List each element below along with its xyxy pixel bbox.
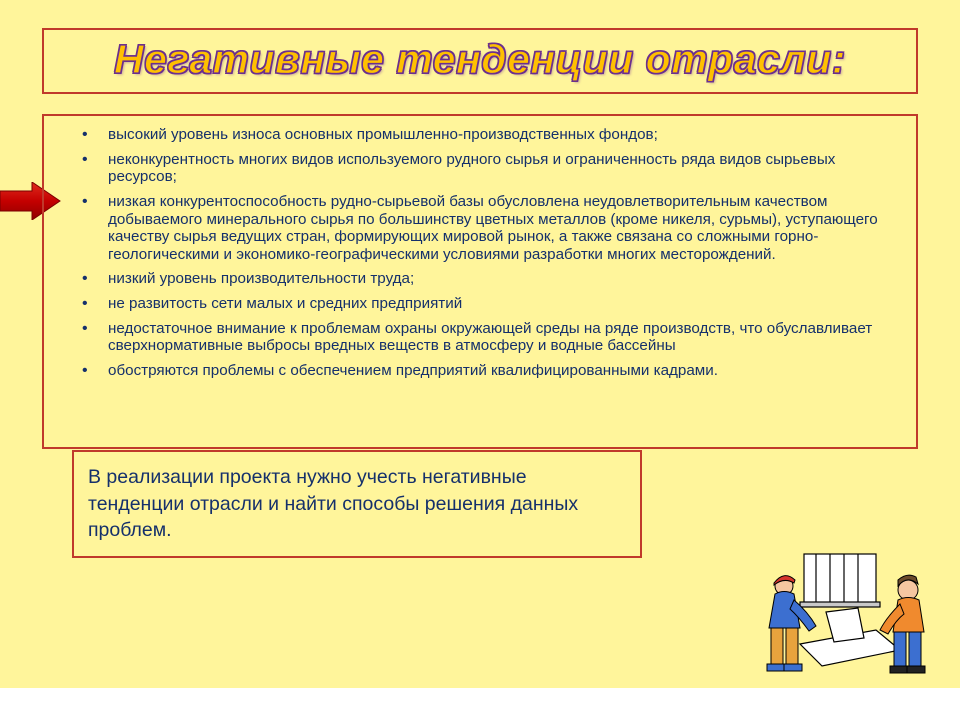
list-item <box>68 126 898 144</box>
bullet-marker: • <box>82 192 88 210</box>
bullet-marker: • <box>82 361 88 379</box>
list-item-text: не развитость сети малых и средних предприятий <box>108 295 463 312</box>
list-item-text: недостаточное внимание к проблемам охраны окружающей среды на ряде производств, что обуславливает сверхнормативные выбросы вредных веществ в атмосферу и водные бассейны <box>108 319 873 355</box>
list-item-text: неконкурентность многих видов используемого рудного сырья и ограниченность ряда видов сырьевых ресурсов; <box>108 150 836 186</box>
list-item <box>68 151 898 186</box>
bullet-marker: • <box>82 270 88 288</box>
list-item <box>68 362 898 380</box>
bullet-marker: • <box>82 319 88 337</box>
bullet-content-box <box>42 114 918 449</box>
list-item-text: низкий уровень производительности труда; <box>108 270 415 288</box>
note-text: В реализации проекта нужно учесть негативные тенденции отрасли и найти способы решения данных проблем. <box>88 466 579 542</box>
bullet-marker: • <box>82 126 88 143</box>
bottom-strip <box>0 688 960 720</box>
note-box <box>72 450 642 558</box>
bullet-list <box>44 116 916 380</box>
bullet-marker: • <box>82 150 88 168</box>
list-item-text: обостряются проблемы с обеспечением предприятий квалифицированными кадрами. <box>108 361 718 379</box>
bullet-marker: • <box>82 295 88 312</box>
list-item <box>68 295 898 313</box>
list-item <box>68 193 898 264</box>
list-item-text: низкая конкурентоспособность рудно-сырьевой базы обусловлена неудовлетворительным качеством добываемого минерального сырья по большинству цветных металлов (кроме никеля, сурьмы), уступающего качеству сырья ведущих стран, формирующих мировой рынок, а также связана со сложными горно-геологическими и экономико-географическими условиями разработки многих месторождений. <box>108 192 878 263</box>
list-item <box>68 270 898 288</box>
list-item-text: высокий уровень износа основных промышленно-производственных фондов; <box>108 126 658 143</box>
page-title: Негативные тенденции отрасли: <box>114 36 846 82</box>
two-workers-illustration <box>748 552 948 682</box>
title-box <box>42 28 918 94</box>
list-item <box>68 320 898 355</box>
